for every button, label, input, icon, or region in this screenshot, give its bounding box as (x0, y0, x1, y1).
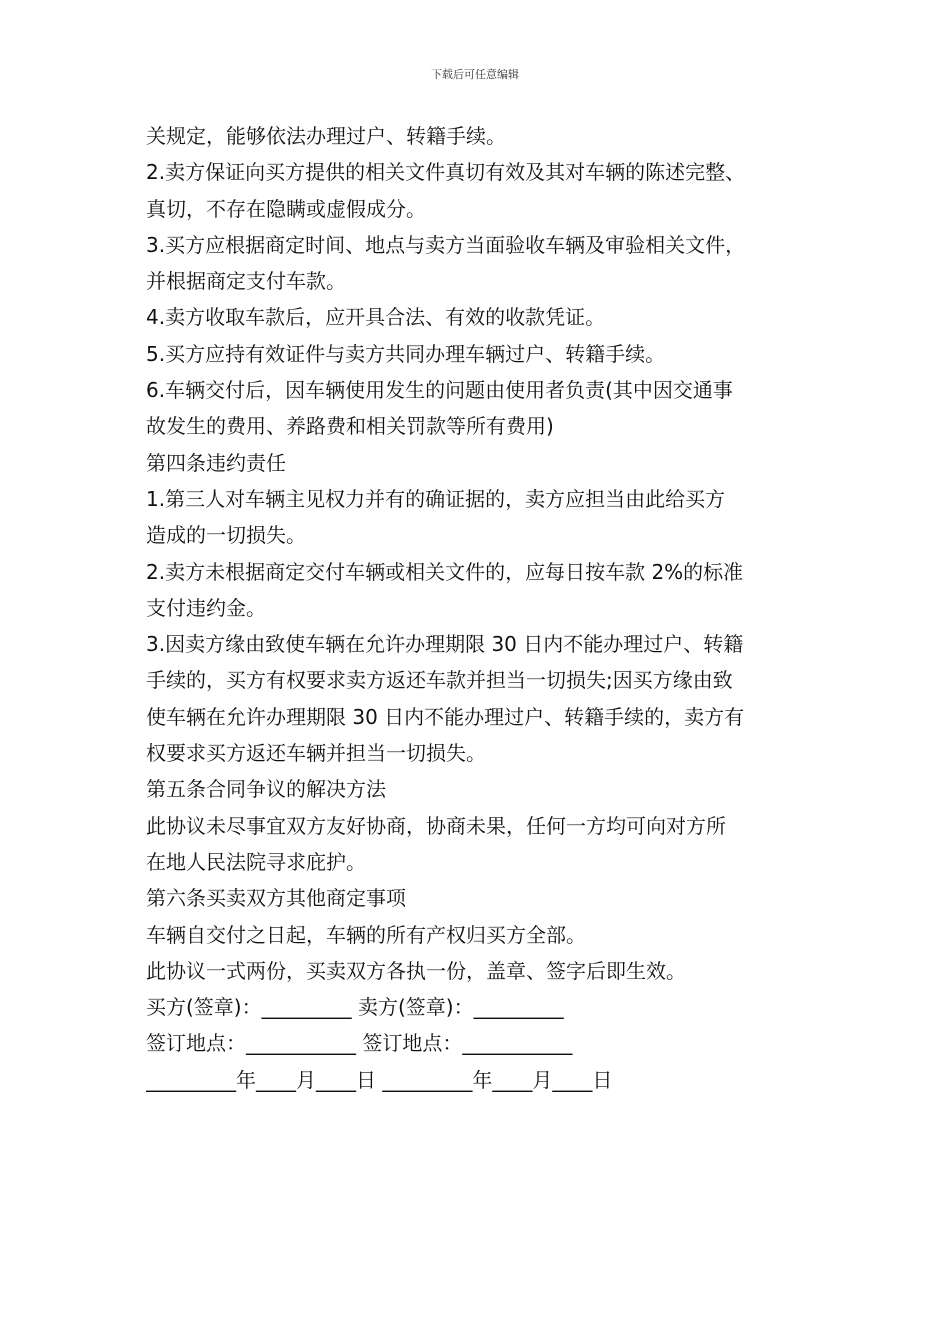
text-line: 故发生的费用、养路费和相关罚款等所有费用) (146, 414, 554, 439)
text-line: 5.买方应持有效证件与卖方共同办理车辆过户、转籍手续。 (146, 341, 666, 366)
text-line: 2.卖方未根据商定交付车辆或相关文件的，应每日按车款 2%的标准 (146, 559, 744, 584)
text-line: 车辆自交付之日起，车辆的所有产权归买方全部。 (146, 922, 586, 947)
section-heading: 第四条违约责任 (146, 450, 286, 475)
document-body (146, 118, 826, 1098)
text-line: 3.买方应根据商定时间、地点与卖方当面验收车辆及审验相关文件， (146, 232, 746, 257)
text-line: 关规定，能够依法办理过户、转籍手续。 (146, 124, 506, 148)
section-heading: 第六条买卖双方其他商定事项 (146, 886, 406, 911)
date-line: _________年____月____日 _________年____月____日 (146, 1067, 613, 1092)
text-line: 3.因卖方缘由致使车辆在允许办理期限 30 日内不能办理过户、转籍 (146, 632, 744, 657)
text-line: 手续的，买方有权要求卖方返还车款并担当一切损失;因买方缘由致 (146, 668, 733, 693)
page-header: 下载后可任意编辑 (431, 68, 519, 81)
text-line: 1.第三人对车辆主见权力并有的确证据的，卖方应担当由此给买方 (146, 486, 726, 511)
text-line: 6.车辆交付后，因车辆使用发生的问题由使用者负责(其中因交通事 (146, 378, 733, 403)
text-line: 此协议一式两份，买卖双方各执一份，盖章、签字后即生效。 (146, 958, 686, 983)
signature-line: 买方(签章)：_________ 卖方(签章)：_________ (146, 995, 564, 1020)
text-line: 此协议未尽事宜双方友好协商，协商未果，任何一方均可向对方所 (146, 813, 726, 838)
text-line: 权要求买方返还车辆并担当一切损失。 (146, 741, 486, 766)
text-line: 使车辆在允许办理期限 30 日内不能办理过户、转籍手续的，卖方有 (146, 704, 745, 729)
text-line: 4.卖方收取车款后，应开具合法、有效的收款凭证。 (146, 305, 606, 330)
text-line: 在地人民法院寻求庇护。 (146, 849, 366, 874)
text-line: 2.卖方保证向买方提供的相关文件真切有效及其对车辆的陈述完整、 (146, 160, 746, 185)
text-line: 支付违约金。 (146, 595, 266, 620)
signing-place-line: 签订地点：___________ 签订地点：___________ (146, 1031, 573, 1056)
text-line: 并根据商定支付车款。 (146, 269, 346, 294)
text-line: 造成的一切损失。 (146, 523, 306, 548)
section-heading: 第五条合同争议的解决方法 (146, 777, 386, 802)
text-line: 真切，不存在隐瞒或虚假成分。 (146, 196, 426, 221)
